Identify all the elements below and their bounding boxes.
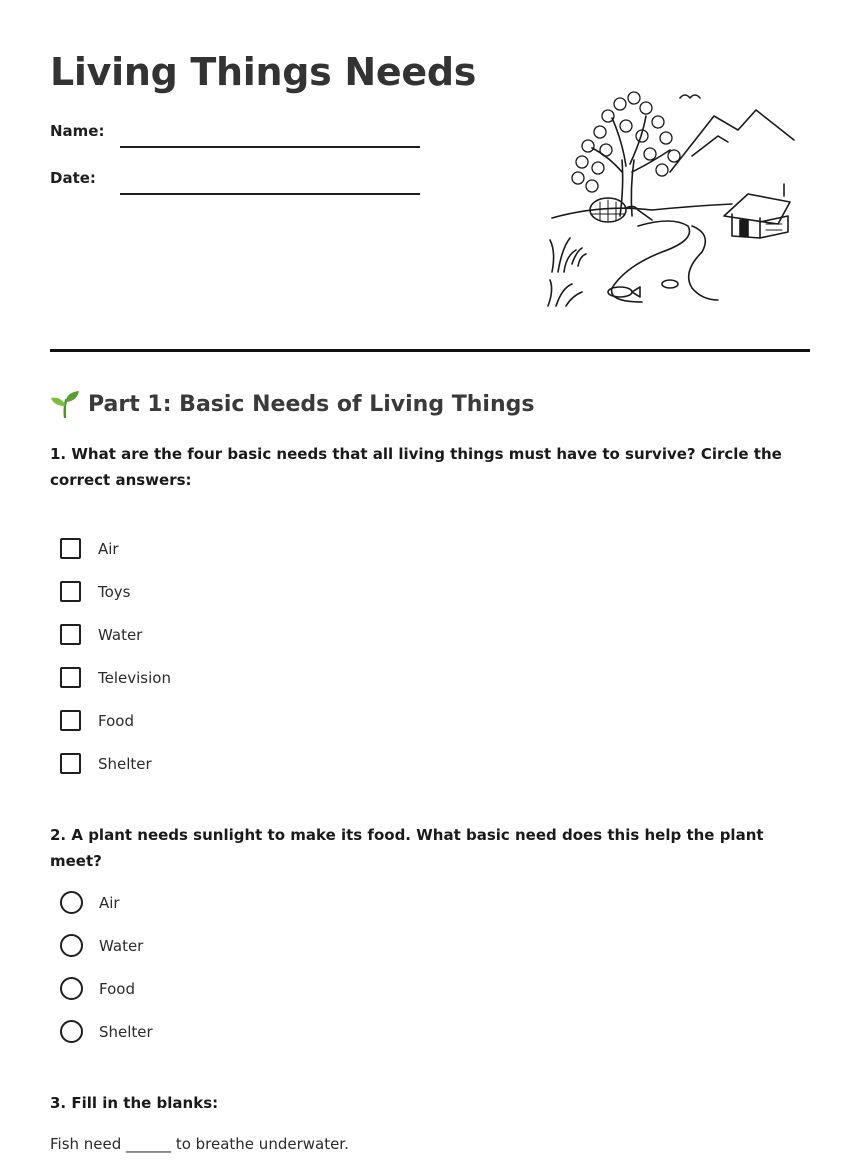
option-label: Air xyxy=(99,893,120,912)
checkbox[interactable] xyxy=(60,710,81,731)
section-divider xyxy=(50,349,810,352)
q1-option-toys[interactable] xyxy=(60,570,171,613)
question-2-options xyxy=(60,881,153,1053)
nature-scene-illustration xyxy=(542,76,798,308)
option-label: Shelter xyxy=(98,754,152,773)
fill-in-blank-sentence[interactable]: Fish need ______ to breathe underwater. xyxy=(50,1135,349,1153)
option-label: Air xyxy=(98,539,119,558)
q1-option-television[interactable] xyxy=(60,656,171,699)
option-label: Food xyxy=(99,979,135,998)
radio-button[interactable] xyxy=(60,934,83,957)
radio-button[interactable] xyxy=(60,891,83,914)
worksheet-title: Living Things Needs xyxy=(50,50,477,94)
checkbox[interactable] xyxy=(60,667,81,688)
radio-button[interactable] xyxy=(60,1020,83,1043)
radio-button[interactable] xyxy=(60,977,83,1000)
part1-heading xyxy=(50,390,534,418)
part1-heading-text: Part 1: Basic Needs of Living Things xyxy=(88,391,535,417)
name-line[interactable] xyxy=(120,146,420,148)
name-field[interactable] xyxy=(50,122,420,140)
option-label: Water xyxy=(99,936,144,955)
checkbox[interactable] xyxy=(60,624,81,645)
date-line[interactable] xyxy=(120,193,420,195)
q2-option-air[interactable] xyxy=(60,881,153,924)
question-1-options xyxy=(60,527,171,785)
option-label: Television xyxy=(98,668,171,687)
q1-option-shelter[interactable] xyxy=(60,742,171,785)
q2-option-shelter[interactable] xyxy=(60,1010,153,1053)
q1-option-air[interactable] xyxy=(60,527,171,570)
checkbox[interactable] xyxy=(60,538,81,559)
date-field[interactable] xyxy=(50,169,420,187)
question-1-prompt: 1. What are the four basic needs that all living things must have to survive? Circle the correct answers: xyxy=(50,445,782,489)
q1-option-water[interactable] xyxy=(60,613,171,656)
option-label: Shelter xyxy=(99,1022,153,1041)
question-2-prompt: 2. A plant needs sunlight to make its food. What basic need does this help the plant meet? xyxy=(50,826,764,870)
question-3-prompt: 3. Fill in the blanks: xyxy=(50,1094,219,1112)
option-label: Water xyxy=(98,625,143,644)
q1-option-food[interactable] xyxy=(60,699,171,742)
checkbox[interactable] xyxy=(60,753,81,774)
name-label: Name: xyxy=(50,122,105,140)
seedling-icon xyxy=(50,390,80,418)
option-label: Food xyxy=(98,711,134,730)
q2-option-food[interactable] xyxy=(60,967,153,1010)
option-label: Toys xyxy=(98,582,131,601)
date-label: Date: xyxy=(50,169,96,187)
checkbox[interactable] xyxy=(60,581,81,602)
q2-option-water[interactable] xyxy=(60,924,153,967)
